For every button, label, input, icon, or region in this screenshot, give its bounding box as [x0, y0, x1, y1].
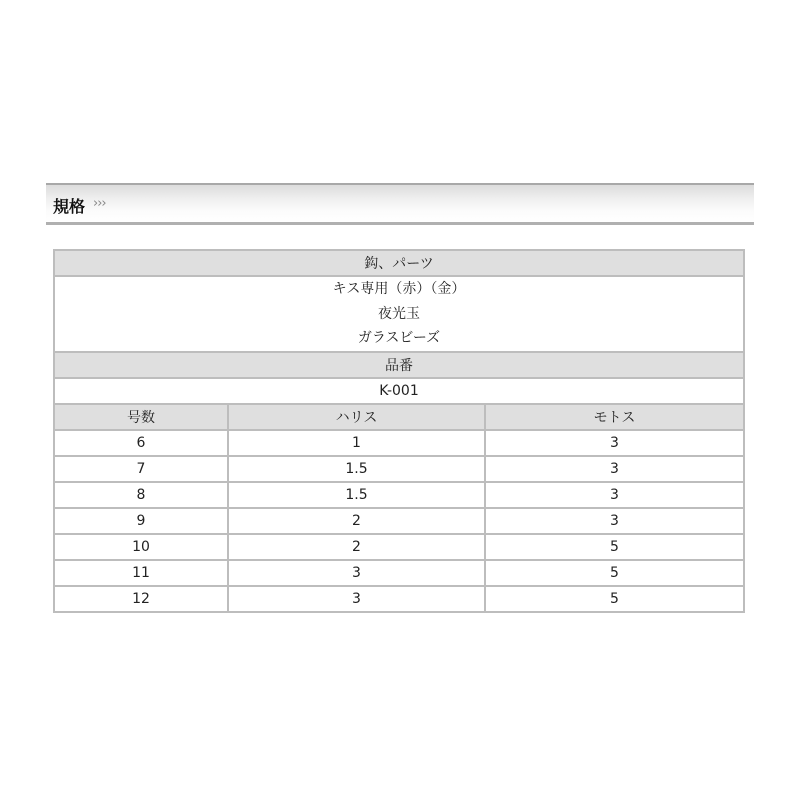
- parts-item: 夜光玉: [378, 305, 420, 322]
- cell-motosu: 5: [485, 560, 744, 586]
- product-no-value: K-001: [54, 378, 744, 404]
- column-header-row: [54, 404, 744, 430]
- table-row: [54, 456, 744, 482]
- cell-size: 11: [54, 560, 228, 586]
- parts-cell: [54, 276, 744, 352]
- parts-item: キス専用（赤）（金）: [332, 281, 466, 297]
- cell-size: 6: [54, 430, 228, 456]
- cell-motosu: 3: [485, 430, 744, 456]
- cell-harisu: 1: [228, 430, 485, 456]
- parts-row: [54, 276, 744, 352]
- cell-motosu: 5: [485, 586, 744, 612]
- product-no-header-row: [54, 352, 744, 378]
- cell-harisu: 1.5: [228, 456, 485, 482]
- cell-size: 10: [54, 534, 228, 560]
- product-no-row: [54, 378, 744, 404]
- cell-harisu: 2: [228, 508, 485, 534]
- cell-motosu: 5: [485, 534, 744, 560]
- cell-size: 12: [54, 586, 228, 612]
- parts-item: ガラスビーズ: [357, 330, 441, 346]
- chevrons-right-icon: ›››: [93, 196, 106, 211]
- table-row: [54, 534, 744, 560]
- parts-header: 鈎、パーツ: [54, 250, 744, 276]
- table-row: [54, 430, 744, 456]
- cell-motosu: 3: [485, 482, 744, 508]
- table-row: [54, 560, 744, 586]
- section-header-specs: [46, 183, 754, 225]
- column-header-harisu: ハリス: [228, 404, 485, 430]
- cell-size: 7: [54, 456, 228, 482]
- column-header-motosu: モトス: [485, 404, 744, 430]
- cell-harisu: 1.5: [228, 482, 485, 508]
- table-row: [54, 482, 744, 508]
- table-row: [54, 586, 744, 612]
- cell-harisu: 2: [228, 534, 485, 560]
- product-no-header: 品番: [54, 352, 744, 378]
- cell-size: 9: [54, 508, 228, 534]
- column-header-size: 号数: [54, 404, 228, 430]
- cell-harisu: 3: [228, 586, 485, 612]
- cell-motosu: 3: [485, 456, 744, 482]
- parts-header-row: [54, 250, 744, 276]
- table-row: [54, 508, 744, 534]
- spec-table: [53, 249, 745, 613]
- cell-harisu: 3: [228, 560, 485, 586]
- cell-size: 8: [54, 482, 228, 508]
- section-title: 規格: [53, 197, 86, 216]
- cell-motosu: 3: [485, 508, 744, 534]
